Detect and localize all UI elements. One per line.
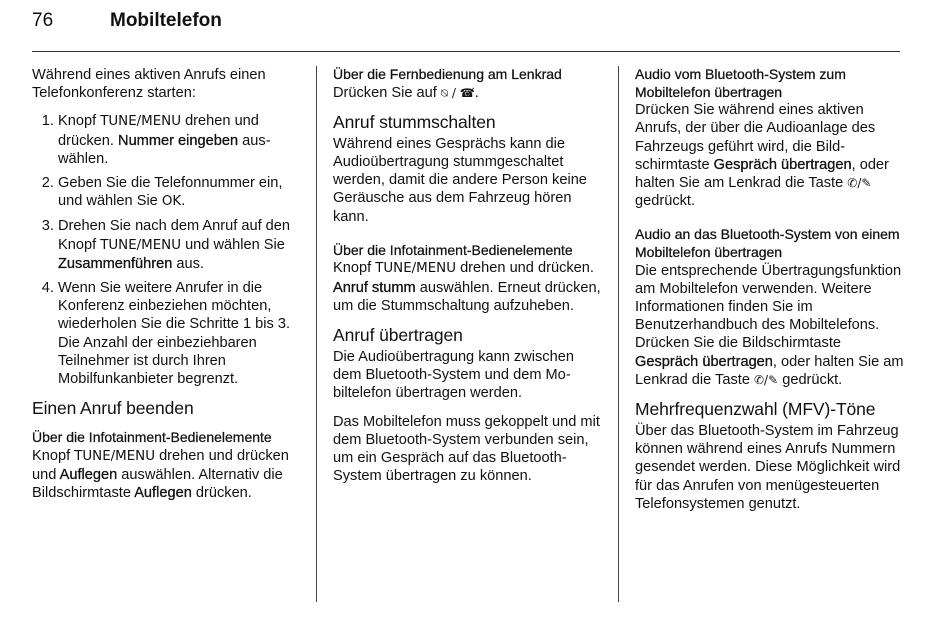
subheading-infotainment-mute: Über die Infotainment-Bedienelemente: [333, 241, 573, 258]
step-3: 3. Drehen Sie nach dem Anruf auf den Knopf TUNE/MENU und wählen Sie Zusammenführen aus.: [58, 217, 300, 273]
subheading-audio-to-phone: Audio vom Bluetooth-System zum Mobiltelefon übertragen: [635, 66, 846, 100]
end-call-icon: ⍉ / ☎̸: [440, 85, 475, 100]
mute-infotainment-text: Knopf TUNE/MENU drehen und drücken. Anruf stumm auswählen. Erneut drücken, um die Stummschaltung aufzuheben.: [333, 260, 601, 314]
conference-steps: [32, 112, 300, 388]
subheading-remote: Über die Fernbedienung am Lenkrad: [333, 66, 562, 82]
column-1: [32, 66, 300, 512]
page-title: Mobiltelefon: [110, 10, 222, 31]
end-call-text: Knopf TUNE/MENU drehen und drücken und Auflegen auswählen. Alternativ die Bildschirmtaste Auflegen drücken.: [32, 447, 289, 502]
page-number: 76: [32, 10, 54, 31]
mute-text: Während eines Gesprächs kann die Audioübertragung stummgeschaltet werden, damit die andere Person keine Geräusche aus dem Fahrzeug hören kann.: [333, 135, 587, 225]
column-divider-2: [618, 66, 619, 602]
heading-dtmf: Mehrfrequenzwahl (MFV)-Töne: [635, 399, 876, 420]
audio-to-phone-text: Drücken Sie während eines aktiven Anrufs, der über die Audioanlage des Fahrzeugs geführt wird, die Bildschirmtaste Gespräch übertragen, oder halten Sie am Lenkrad die Taste ✆/✎ gedrückt.: [635, 102, 889, 210]
step-1: 1. Knopf TUNE/MENU drehen und drücken. Nummer eingeben auswählen.: [58, 112, 300, 168]
phone-icon: ✆/✎: [847, 176, 872, 190]
conference-intro: Während eines aktiven Anrufs einen Telefonkonferenz starten:: [32, 67, 266, 102]
step-4: 4. Wenn Sie weitere Anrufer in die Konferenz einbeziehen möchten, wiederholen Sie die Schritte 1 bis 3. Die Anzahl der einbeziehbaren Teilnehmer ist durch Ihren Mobilfunkanbieter begrenzt.: [58, 279, 300, 388]
transfer-text-1: Die Audioübertragung kann zwischen dem Bluetooth-System und dem Mobiltelefon übertragen werden.: [333, 349, 574, 402]
column-2: [333, 66, 603, 495]
column-divider-1: [316, 66, 317, 602]
heading-end-call: Einen Anruf beenden: [32, 398, 194, 419]
column-3: [635, 66, 905, 523]
dtmf-text: Über das Bluetooth-System im Fahrzeug können während eines Anrufs Nummern gesendet werden. Diese Möglichkeit wird für das Anrufen von menügesteuerten Telefonsystemen genutzt.: [635, 423, 901, 512]
heading-transfer: Anruf übertragen: [333, 325, 463, 346]
transfer-text-2: Das Mobiltelefon muss gekoppelt und mit dem Bluetooth-System verbunden sein, um ein Gespräch auf das Bluetooth-System übertragen zu können.: [333, 413, 600, 485]
heading-mute: Anruf stummschalten: [333, 111, 496, 132]
audio-to-bluetooth-text: Die entsprechende Übertragungsfunktion am Mobiltelefon verwenden. Weitere Informationen finden Sie im Benutzerhandbuch des Mobiltelefons. Drücken Sie die Bildschirmtaste Gespräch übertragen, oder halten Sie am Lenkrad die Taste ✆/✎ gedrückt.: [635, 262, 904, 388]
subheading-infotainment: Über die Infotainment-Bedienelemente: [32, 429, 272, 446]
phone-icon: ✆/✎: [754, 372, 779, 387]
header-rule: [32, 51, 900, 52]
remote-text: Drücken Sie auf ⍉ / ☎̸.: [333, 84, 479, 101]
step-2: 2. Geben Sie die Telefonnummer ein, und wählen Sie OK.: [58, 174, 300, 211]
subheading-audio-to-bluetooth: Audio an das Bluetooth-System von einem Mobiltelefon übertragen: [635, 226, 900, 260]
page-header: [32, 8, 900, 48]
